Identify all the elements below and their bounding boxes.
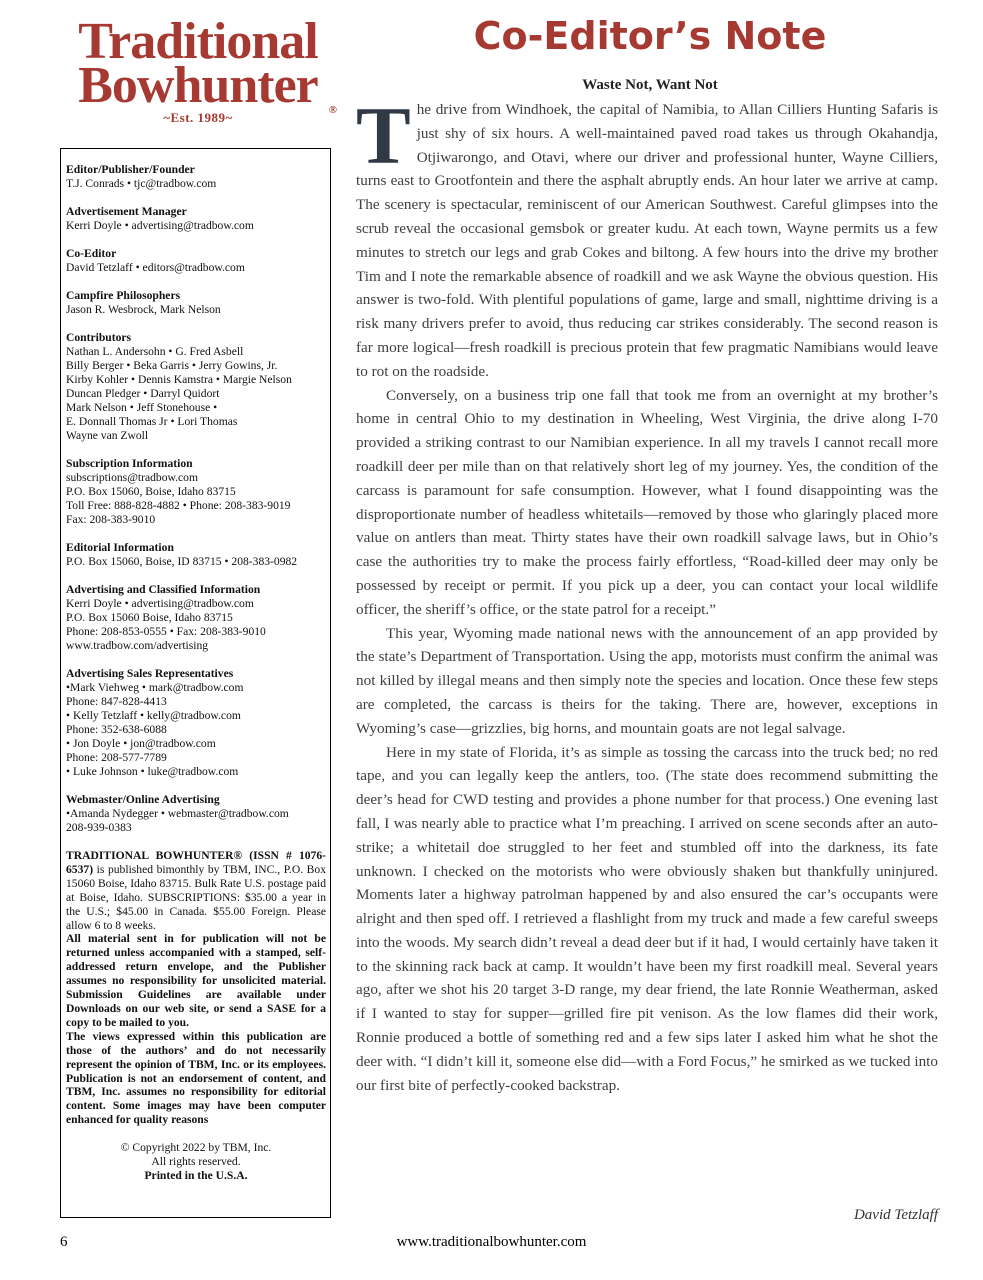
masthead-line: Kerri Doyle • advertising@tradbow.com	[66, 219, 254, 232]
masthead-section	[66, 205, 326, 233]
logo-registered-mark: ®	[328, 104, 336, 116]
article-subtitle: Waste Not, Want Not	[582, 77, 718, 93]
masthead-line: •Amanda Nydegger • webmaster@tradbow.com	[66, 807, 289, 820]
masthead-section	[66, 667, 326, 779]
page-number: 6	[60, 1234, 68, 1250]
masthead-section-title: Co-Editor	[66, 247, 117, 260]
magazine-logo	[58, 13, 338, 126]
masthead-line: Phone: 208-577-7789	[66, 751, 167, 764]
masthead-section	[66, 541, 326, 569]
masthead-section	[66, 583, 326, 653]
logo-line-1: Traditional	[78, 13, 318, 70]
article-body	[356, 90, 938, 1097]
masthead-line: • Kelly Tetzlaff • kelly@tradbow.com	[66, 709, 241, 722]
masthead-section-title: Advertising Sales Representatives	[66, 667, 234, 680]
copyright-block	[66, 1141, 326, 1183]
masthead-line: Phone: 208-853-0555 • Fax: 208-383-9010	[66, 625, 266, 638]
masthead-section	[66, 163, 326, 191]
publication-info-rest: is published bimonthly by TBM, INC., P.O. Box 15060 Boise, Idaho 83715. Bulk Rate U.S. postage paid at Boise, Idaho. SUBSCRIPTIONS: $35.00 a year in the U.S.; $45.00 in Canada. $55.00 Foreign. Please allow 6 to 8 weeks.	[66, 862, 326, 932]
masthead-line: P.O. Box 15060 Boise, Idaho 83715	[66, 611, 233, 624]
masthead-line: • Luke Johnson • luke@tradbow.com	[66, 765, 239, 778]
masthead-section	[66, 289, 326, 317]
masthead-section-title: Contributors	[66, 331, 132, 344]
masthead-line: 208-939-0383	[66, 821, 132, 834]
masthead-line: Phone: 352-638-6088	[66, 723, 167, 736]
copyright-line: © Copyright 2022 by TBM, Inc.	[120, 1141, 272, 1155]
footer-url: www.traditionalbowhunter.com	[396, 1234, 587, 1250]
printed-line: Printed in the U.S.A.	[144, 1169, 248, 1183]
masthead-section-title: Advertising and Classified Information	[66, 583, 261, 596]
masthead-section-title: Editorial Information	[66, 541, 174, 554]
masthead-line: Fax: 208-383-9010	[66, 513, 156, 526]
masthead-line: Jason R. Wesbrock, Mark Nelson	[66, 303, 221, 316]
masthead-line: P.O. Box 15060, Boise, Idaho 83715	[66, 485, 236, 498]
masthead-section	[66, 331, 326, 443]
masthead-line: Wayne van Zwoll	[66, 429, 149, 442]
masthead-line: •Mark Viehweg • mark@tradbow.com	[66, 681, 244, 694]
publication-info	[66, 849, 326, 932]
masthead-line: E. Donnall Thomas Jr • Lori Thomas	[66, 415, 238, 428]
masthead-section-title: Advertisement Manager	[66, 205, 187, 218]
masthead-line: Duncan Pledger • Darryl Quidort	[66, 387, 220, 400]
masthead-section-title: Campfire Philosophers	[66, 289, 181, 302]
logo-line-2	[58, 57, 338, 116]
masthead-section-title: Editor/Publisher/Founder	[66, 163, 195, 176]
masthead-section-title: Subscription Information	[66, 457, 193, 470]
rights-line: All rights reserved.	[151, 1155, 241, 1169]
author-signature: David Tetzlaff	[853, 1207, 938, 1223]
paragraph-2: Conversely, on a business trip one fall that took me from an overnight at my brother’s home in central Ohio to my destination in Wheeling, West Virginia, the drive along I-70 provided a striking contrast to our Namibian experience. In all my travels I cannot recall more roadkill deer per mile than on that relatively short leg of my journey. Yes, the condition of the carcass is paramount for safe consumption. However, what I found disappointing was the disproportionate number of headless whitetails—removed by those who glaringly placed more value on antlers than meat. Thirty states have their own roadkill salvage laws, but in Ohio’s case the authorities try to make the process fairly effortless, “Road-killed deer may only be possessed by receipt or permit. If you pick up a deer, you can contact your local wildlife officer, the sheriff’s office, or the state patrol for a receipt.”	[356, 386, 938, 618]
masthead-line: T.J. Conrads • tjc@tradbow.com	[66, 177, 217, 190]
masthead-line: Toll Free: 888-828-4882 • Phone: 208-383-9019	[66, 499, 291, 512]
masthead-section-title: Webmaster/Online Advertising	[66, 793, 220, 806]
masthead-section	[66, 457, 326, 527]
article-title: Co-Editor’s Note	[473, 14, 827, 58]
masthead-line: P.O. Box 15060, Boise, ID 83715 • 208-383-0982	[66, 555, 298, 568]
publication-info-bold: TRADITIONAL BOWHUNTER® (ISSN # 1076-6537)	[66, 849, 326, 876]
masthead-line: www.tradbow.com/advertising	[66, 639, 209, 652]
drop-cap: T	[356, 90, 411, 181]
paragraph-4: Here in my state of Florida, it’s as simple as tossing the carcass into the truck bed; no red tape, and you can legally keep the antlers, too. (The state does recommend submitting the deer’s head for CWD testing and provides a phone number for that process.) One evening last fall, I was nearly able to practice what I’m preaching. I arrived on scene seconds after an auto-strike; a whitetail doe struggled to her feet and stumbled off into the darkness, its fate unknown. I checked on the motorists who were obviously shaken but thankfully uninjured. Moments later a highway patrolman happened by and also ensured the car’s occupants were alright and then sped off. I retrieved a flashlight from my truck and made a few careful sweeps into the woods. My search didn’t reveal a dead deer but if it had, I would certainly have taken it to the skinning rack back at camp. It wouldn’t have been my first roadkill meal. Several years ago, after we shot his 20 target 3-D range, my dear friend, the late Ronnie Weatherman, asked if I wanted to stay for supper—grilled fire pit venison. As the low flames did their work, Ronnie produced a bottle of something red and a few sips later I asked him what he shot the deer with. “I didn’t kill it, someone else did—with a Ford Focus,” he smirked as we tucked into our first bite of perfectly-cooked backstrap.	[356, 743, 938, 1094]
masthead-line: Nathan L. Andersohn • G. Fred Asbell	[66, 345, 244, 358]
masthead-box	[60, 148, 331, 1218]
logo-established: ~Est. 1989~	[163, 110, 233, 125]
masthead-line: Phone: 847-828-4413	[66, 695, 167, 708]
paragraph-3: This year, Wyoming made national news with the announcement of an app provided by the state’s Department of Transportation. Using the app, motorists must confirm the animal was not killed by illegal means and then simply note the species and location. Once these few steps are completed, the carcass is theirs for the taking. There are, however, exceptions in Wyoming’s case—grizzlies, big horns, and mountain goats are not legal salvage.	[356, 624, 938, 737]
masthead-line: Mark Nelson • Jeff Stonehouse •	[66, 401, 218, 414]
masthead-line: David Tetzlaff • editors@tradbow.com	[66, 261, 245, 274]
material-notice: All material sent in for publication will not be returned unless accompanied with a stamped, self-addressed return envelope, and the Publisher assumes no responsibility for unsolicited material. Submission Guidelines are available under Downloads on our web site, or send a SASE for a copy to be mailed to you.	[66, 932, 326, 1029]
masthead-line: subscriptions@tradbow.com	[66, 471, 198, 484]
paragraph-1-text: he drive from Windhoek, the capital of Namibia, to Allan Cilliers Hunting Safaris is just shy of six hours. A well-maintained paved road takes us through Okahandja, Otjiwarongo, and Otavi, where our driver and professional hunter, Wayne Cilliers, turns east to Grootfontein and there the asphalt abruptly ends. An hour later we arrive at camp. The scenery is spectacular, reminiscent of our American Southwest. Careful glimpses into the scrub reveal the occasional gemsbok or greater kudu. At each town, Wayne permits us a few minutes to stretch our legs and grab Cokes and biltong. A few hours into the drive my brother Tim and I note the remarkable absence of roadkill and we ask Wayne the obvious question. His answer is two-fold. With plentiful populations of game, large and small, nighttime driving is a risk many drivers prefer to avoid, thus reducing car strikes considerably. The second reason is far more logical—fresh roadkill is precious protein that few pragmatic Namibians would leave to rot on the roadside.	[356, 101, 938, 380]
masthead-line: Kirby Kohler • Dennis Kamstra • Margie Nelson	[66, 373, 292, 386]
masthead-line: • Jon Doyle • jon@tradbow.com	[66, 737, 216, 750]
masthead-line: Billy Berger • Beka Garris • Jerry Gowins, Jr.	[66, 359, 278, 372]
views-notice: The views expressed within this publication are those of the authors’ and do not necessarily represent the opinion of TBM, Inc. or its employees. Publication is not an endorsement of content, and TBM, Inc. assumes no responsibility for editorial content. Some images may have been computer enhanced for quality reasons	[66, 1029, 326, 1127]
masthead-line: Kerri Doyle • advertising@tradbow.com	[66, 597, 254, 610]
paragraph-1	[356, 90, 938, 384]
masthead-sections	[66, 163, 326, 835]
masthead-section	[66, 793, 326, 835]
logo-line-2-text: Bowhunter	[78, 57, 318, 114]
masthead-section	[66, 247, 326, 275]
